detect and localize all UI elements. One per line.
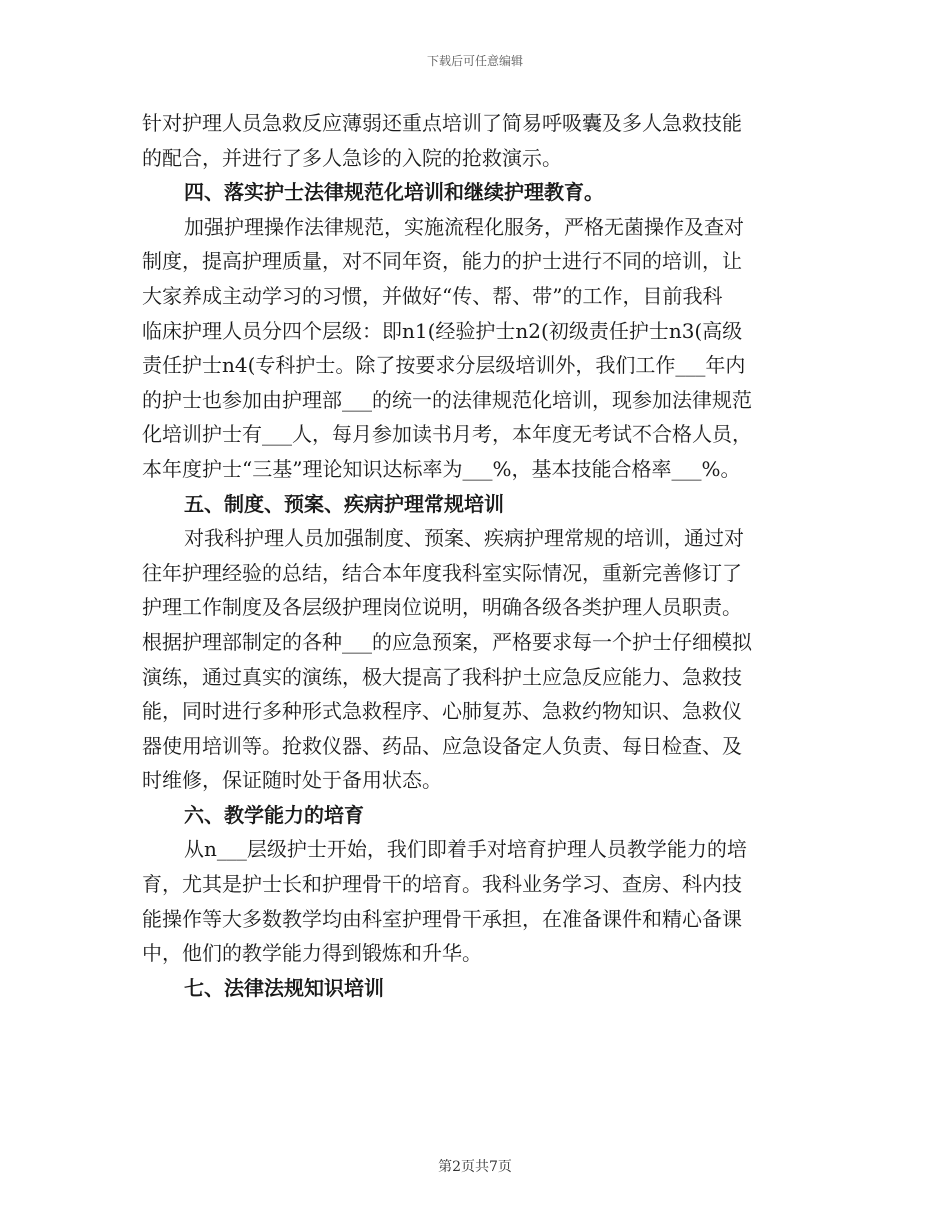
paragraph-line: 器使用培训等。抢救仪器、药品、应急设备定人负责、每日检查、及	[142, 733, 742, 758]
section-heading: 四、落实护士法律规范化培训和继续护理教育。	[184, 180, 604, 205]
paragraph-line: 临床护理人员分四个层级：即n1(经验护士n2(初级责任护士n3(高级	[142, 318, 743, 343]
page-footer: 第2页共7页	[438, 1159, 512, 1175]
paragraph-line: 责任护士n4(专科护士。除了按要求分层级培训外，我们工作___年内	[142, 353, 746, 378]
section-heading: 六、教学能力的培育	[184, 802, 364, 827]
paragraph-line: 加强护理操作法律规范，实施流程化服务，严格无菌操作及查对	[184, 214, 744, 239]
paragraph-line: 化培训护士有___人，每月参加读书月考，本年度无考试不合格人员，	[142, 422, 752, 447]
paragraph-line: 往年护理经验的总结，结合本年度我科室实际情况，重新完善修订了	[142, 560, 742, 585]
paragraph-line: 的配合，并进行了多人急诊的入院的抢救演示。	[142, 145, 562, 170]
paragraph-line: 从n___层级护士开始，我们即着手对培育护理人员教学能力的培	[184, 837, 747, 862]
paragraph-line: 育，尤其是护士长和护理骨干的培育。我科业务学习、查房、科内技	[142, 872, 742, 897]
page-header: 下载后可任意编辑	[426, 54, 523, 68]
paragraph-line: 能操作等大多数教学均由科室护理骨干承担，在准备课件和精心备课	[142, 906, 742, 931]
paragraph-line: 演练，通过真实的演练，极大提高了我科护土应急反应能力、急救技	[142, 664, 742, 689]
paragraph-line: 护理工作制度及各层级护理岗位说明，明确各级各类护理人员职责。	[142, 595, 742, 620]
section-heading: 五、制度、预案、疾病护理常规培训	[184, 491, 504, 516]
paragraph-line: 的护士也参加由护理部___的统一的法律规范化培训，现参加法律规范	[142, 387, 752, 412]
section-heading: 七、法律法规知识培训	[184, 975, 384, 1000]
paragraph-line: 时维修，保证随时处于备用状态。	[142, 768, 442, 793]
paragraph-line: 针对护理人员急救反应薄弱还重点培训了简易呼吸囊及多人急救技能	[142, 111, 742, 135]
paragraph-line: 对我科护理人员加强制度、预案、疾病护理常规的培训，通过对	[184, 526, 744, 551]
paragraph-line: 本年度护士“三基”理论知识达标率为___%，基本技能合格率___%。	[142, 456, 741, 481]
paragraph-line: 中，他们的教学能力得到锻炼和升华。	[142, 941, 482, 966]
paragraph-line: 根据护理部制定的各种___的应急预案，严格要求每一个护士仔细模拟	[142, 629, 752, 654]
paragraph-line: 大家养成主动学习的习惯，并做好“传、帮、带”的工作，目前我科	[142, 283, 723, 308]
paragraph-line: 制度，提高护理质量，对不同年资，能力的护士进行不同的培训，让	[142, 249, 742, 274]
paragraph-line: 能，同时进行多种形式急救程序、心肺复苏、急救约物知识、急救仪	[142, 699, 742, 724]
document-body	[142, 106, 802, 1005]
